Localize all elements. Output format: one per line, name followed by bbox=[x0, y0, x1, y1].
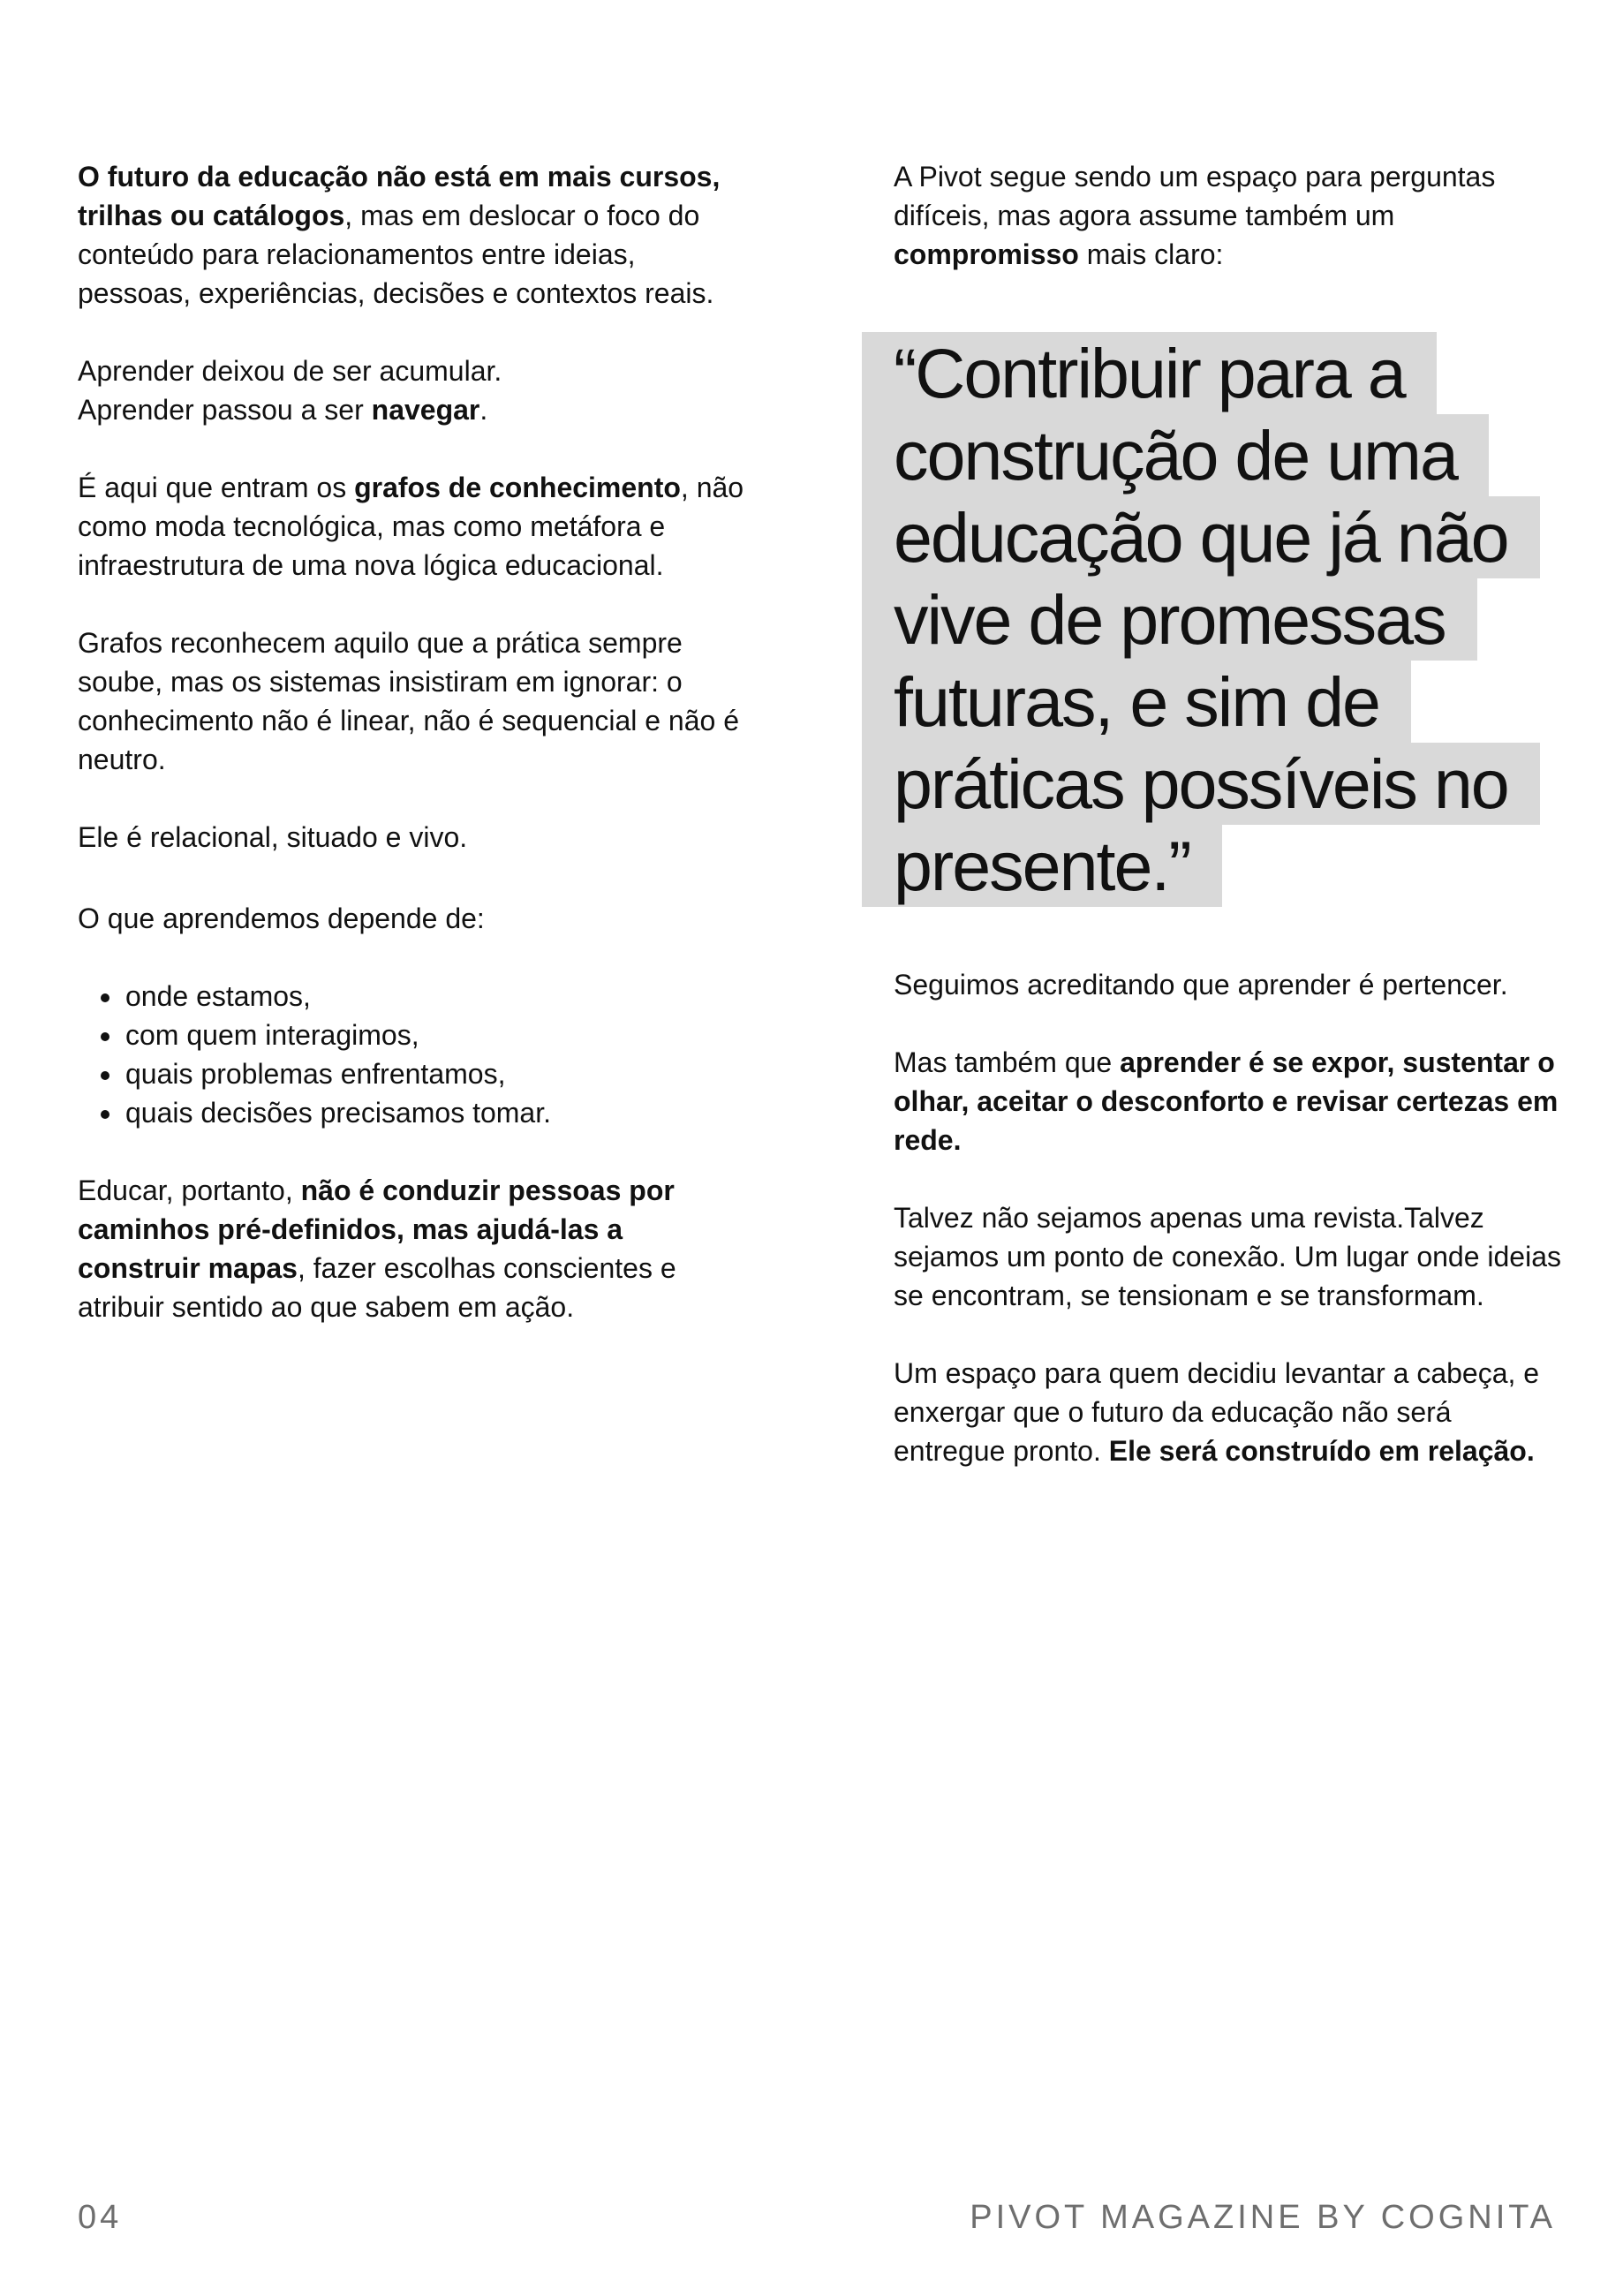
right-column bbox=[894, 157, 1565, 1470]
intro-paragraph: O futuro da educação não está em mais cursos, trilhas ou catálogos, mas em deslocar o foco do conteúdo para relacionamentos entre ideias, pessoas, experiências, decisões e contextos reais. bbox=[78, 161, 721, 309]
quote-line: “Contribuir para a bbox=[862, 332, 1437, 414]
quote-line: práticas possíveis no bbox=[862, 743, 1540, 825]
list-item: • onde estamos, bbox=[124, 977, 749, 1016]
closing-paragraph: Um espaço para quem decidiu levantar a cabeça, e enxergar que o futuro da educação não será entregue pronto. Ele será construído em relação. bbox=[894, 1357, 1540, 1467]
pull-quote bbox=[862, 332, 1565, 907]
graphs-paragraph: Grafos reconhecem aquilo que a prática sempre soube, mas os sistemas insistiram em ignorar: o conhecimento não é linear, não é sequencial e não é neutro. bbox=[78, 627, 739, 775]
list-item: • com quem interagimos, bbox=[124, 1016, 749, 1054]
list-item: • quais problemas enfrentamos, bbox=[124, 1054, 749, 1093]
quote-line: presente.” bbox=[862, 825, 1222, 907]
depends-paragraph: O que aprendemos depende de: bbox=[78, 903, 485, 934]
quote-line: construção de uma bbox=[862, 414, 1489, 496]
knowledge-graphs-paragraph: É aqui que entram os grafos de conhecimento, não como moda tecnológica, mas como metáfora e infraestrutura de uma nova lógica educacional. bbox=[78, 472, 744, 581]
belonging-paragraph: Seguimos acreditando que aprender é pertencer. bbox=[894, 969, 1508, 1001]
educate-paragraph: Educar, portanto, não é conduzir pessoas por caminhos pré-definidos, mas ajudá-las a construir mapas, fazer escolhas conscientes e atribuir sentido ao que sabem em ação. bbox=[78, 1174, 676, 1323]
commitment-paragraph: A Pivot segue sendo um espaço para perguntas difíceis, mas agora assume também um compromisso mais claro: bbox=[894, 161, 1496, 270]
page-number: 04 bbox=[78, 2199, 123, 2236]
connection-paragraph: Talvez não sejamos apenas uma revista.Talvez sejamos um ponto de conexão. Um lugar onde ideias se encontram, se tensionam e se transformam. bbox=[894, 1202, 1561, 1311]
relational-paragraph: Ele é relacional, situado e vivo. bbox=[78, 821, 468, 853]
publication-name: PIVOT MAGAZINE BY COGNITA bbox=[970, 2199, 1556, 2236]
quote-line: educação que já não bbox=[862, 496, 1540, 578]
list-item: • quais decisões precisamos tomar. bbox=[124, 1093, 749, 1132]
dependency-list bbox=[78, 977, 749, 1132]
exposure-paragraph: Mas também que aprender é se expor, sustentar o olhar, aceitar o desconforto e revisar certezas em rede. bbox=[894, 1046, 1559, 1156]
learning-shift-paragraph: Aprender deixou de ser acumular. Aprender passou a ser navegar. bbox=[78, 355, 502, 426]
quote-line: futuras, e sim de bbox=[862, 661, 1411, 743]
quote-line: vive de promessas bbox=[862, 578, 1477, 661]
left-column bbox=[78, 157, 749, 1326]
